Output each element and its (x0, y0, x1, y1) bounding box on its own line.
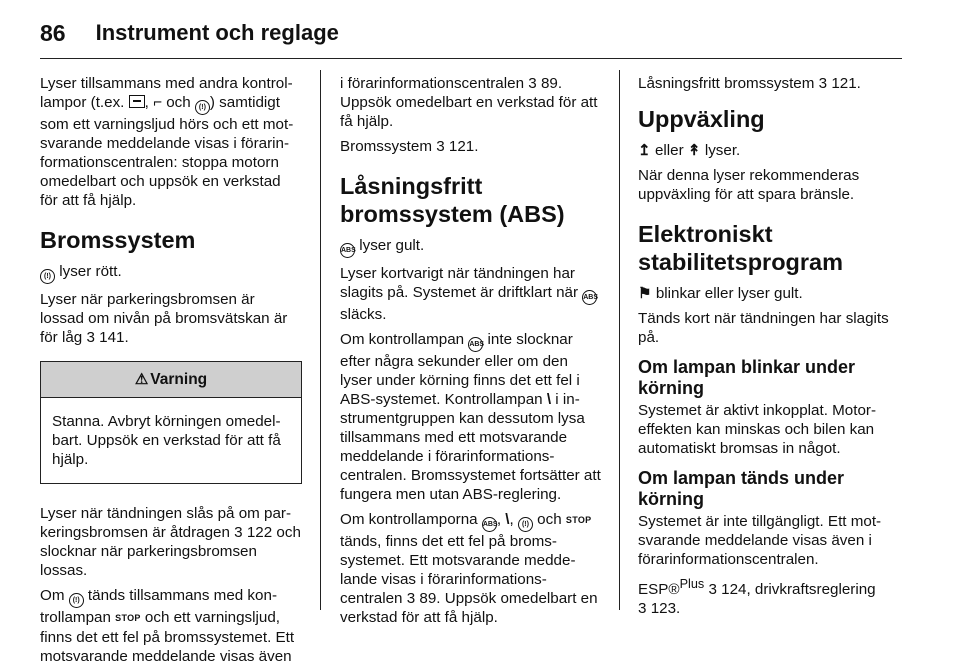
page-title: Instrument och reglage (95, 20, 339, 45)
page-reference-link[interactable]: 89. (419, 590, 441, 607)
column-divider (320, 70, 321, 610)
parking-brake-paragraph: Lyser när tändningen slås på om parkeringsbromsen är åtdragen 3 122 och slocknar när parkeringsbromsen lossas. (40, 505, 301, 579)
abs-icon: ABS (340, 243, 355, 258)
esp-icon: ⚑ (638, 285, 652, 302)
warning-triangle-icon: ⚠ (134, 371, 149, 388)
subheading-lit: Om lampan tänds under körning (638, 468, 845, 509)
warning-box (40, 361, 302, 484)
brake-warning-icon: (!) (195, 100, 210, 115)
page-reference-link[interactable]: 89. (540, 75, 563, 92)
stop-icon: STOP (115, 613, 141, 623)
section-heading-brake: Bromssystem (40, 227, 196, 253)
wrench-icon: \ (546, 391, 552, 408)
brake-paragraph: Lyser när parkeringsbromsen är lossad om nivån på bromsvätskan är för låg 3 141. (40, 291, 288, 346)
stop-icon: STOP (565, 515, 592, 525)
engine-icon (129, 95, 145, 108)
intro-paragraph: Lyser tillsammans med andra kontrollampor (t.ex. , ⌐ och (!) ) samtidigt som ett varningsljud hörs och ett motsvarande meddelande visas i förarinformationscentralen: stoppa motorn omedelbart och uppsök en verkstad för att få hjälp. (40, 75, 294, 209)
abs-paragraph: Lyser kortvarigt när tändningen har slagits på. Systemet är driftklart när ABS släcks. (340, 265, 599, 323)
esp-reference: ESP®$^{Plus}$ 3 124, drivkraftsreglering 3 123. (638, 577, 876, 618)
ref-arrow-icon: 3 (86, 329, 95, 346)
section-heading-abs: Låsningsfritt bromssystem (ABS) (340, 173, 565, 227)
column-3 (638, 74, 900, 624)
header-rule (40, 58, 902, 59)
page-reference-link[interactable]: 141. (99, 329, 129, 346)
plus-superscript: Plus (679, 577, 705, 591)
abs-icon: ABS (482, 517, 497, 532)
shift-up-icon: ↟ (687, 142, 701, 159)
warning-text: Stanna. Avbryt körningen omedelbart. Uppsök en verkstad för att få hjälp. (52, 413, 281, 468)
page-reference-link[interactable]: 121. (831, 75, 861, 92)
page-reference-link[interactable]: 122 (246, 524, 273, 541)
continued-paragraph: i förarinformationscentralen 3 89. Uppsök omedelbart en verkstad för att få hjälp. (340, 75, 598, 130)
brake-system-reference: Bromssystem 3 121. (340, 138, 479, 155)
ref-arrow-icon: 3 (234, 524, 243, 541)
section-heading-upshift: Uppväxling (638, 106, 765, 132)
esp-paragraph: Tänds kort när tändningen har slagits på. (638, 310, 889, 346)
column-divider (619, 70, 620, 610)
abs-icon: ABS (582, 290, 597, 305)
multi-lamp-paragraph: Om kontrollamporna ABS, \, (!) och STOP tänds, finns det ett fel på bromssystemet. Ett motsvarande meddelande visas i förarinformationscentralen 3 89. Uppsök omedelbart en verkstad för att få hjälp. (340, 511, 598, 626)
coolant-icon: ⌐ (153, 94, 162, 111)
page-reference-link[interactable]: 123. (650, 600, 681, 618)
column-2 (340, 74, 602, 633)
ref-arrow-icon: 3 (436, 138, 445, 155)
brake-warning-icon: (!) (69, 593, 84, 608)
subheading-blinking: Om lampan blinkar under körning (638, 357, 856, 398)
upshift-paragraph: När denna lyser rekommenderas uppväxling för att spara bränsle. (638, 167, 860, 203)
ref-arrow-icon: 3 (638, 600, 647, 618)
ref-arrow-icon: 3 (528, 75, 537, 92)
ref-arrow-icon: 3 (818, 75, 828, 92)
page-header (40, 18, 339, 48)
warning-header (41, 362, 301, 398)
wrench-icon: \ (505, 511, 510, 528)
section-heading-esp: Elektroniskt stabilitetsprogram (638, 221, 844, 275)
blinking-paragraph: Systemet är aktivt inkopplat. Motoreffekten kan minskas och bilen kan automatiskt bromsas in något. (638, 402, 877, 457)
brake-fault-paragraph: Om (!) tänds tillsammans med kontrollampan STOP och ett varningsljud, finns det ett fel på bromssystemet. Ett motsvarande meddelande visas även (40, 587, 295, 665)
column-1 (40, 74, 302, 672)
page-reference-link[interactable]: 124, drivkraftsreglering (721, 581, 876, 599)
esp-lamp-line: ⚑ blinkar eller lyser gult. (638, 285, 803, 302)
abs-fault-paragraph: Om kontrollampan ABS inte slocknar efter några sekunder eller om den lyser under körning finns det ett fel i ABS-systemet. Kontrollampan \ i instrumentgruppen kan dessutom lysa tillsammans med ett motsvarande meddelande i förarinformationscentralen. Bromssystemet fortsätter att fungera men utan ABS-reglering. (340, 331, 601, 503)
page-reference-link[interactable]: 121. (448, 138, 479, 155)
warning-title: Varning (150, 371, 208, 388)
ref-arrow-icon: 3 (406, 590, 416, 607)
ref-arrow-icon: 3 (708, 581, 717, 599)
shift-up-icon: ↥ (638, 142, 651, 159)
abs-icon: ABS (468, 337, 483, 352)
upshift-lamp-line: ↥ eller ↟ lyser. (638, 142, 741, 159)
abs-reference: Låsningsfritt bromssystem 3 121. (638, 75, 861, 92)
page-number: 86 (40, 19, 66, 46)
lit-paragraph: Systemet är inte tillgängligt. Ett motsvarande meddelande visas även i förarinformationscentralen. (638, 513, 882, 568)
abs-lamp-line: ABS lyser gult. (340, 236, 602, 258)
brake-warning-icon: (!) (518, 517, 533, 532)
brake-warning-icon: (!) (40, 269, 55, 284)
brake-lamp-line: (!) lyser rött. (40, 262, 302, 284)
